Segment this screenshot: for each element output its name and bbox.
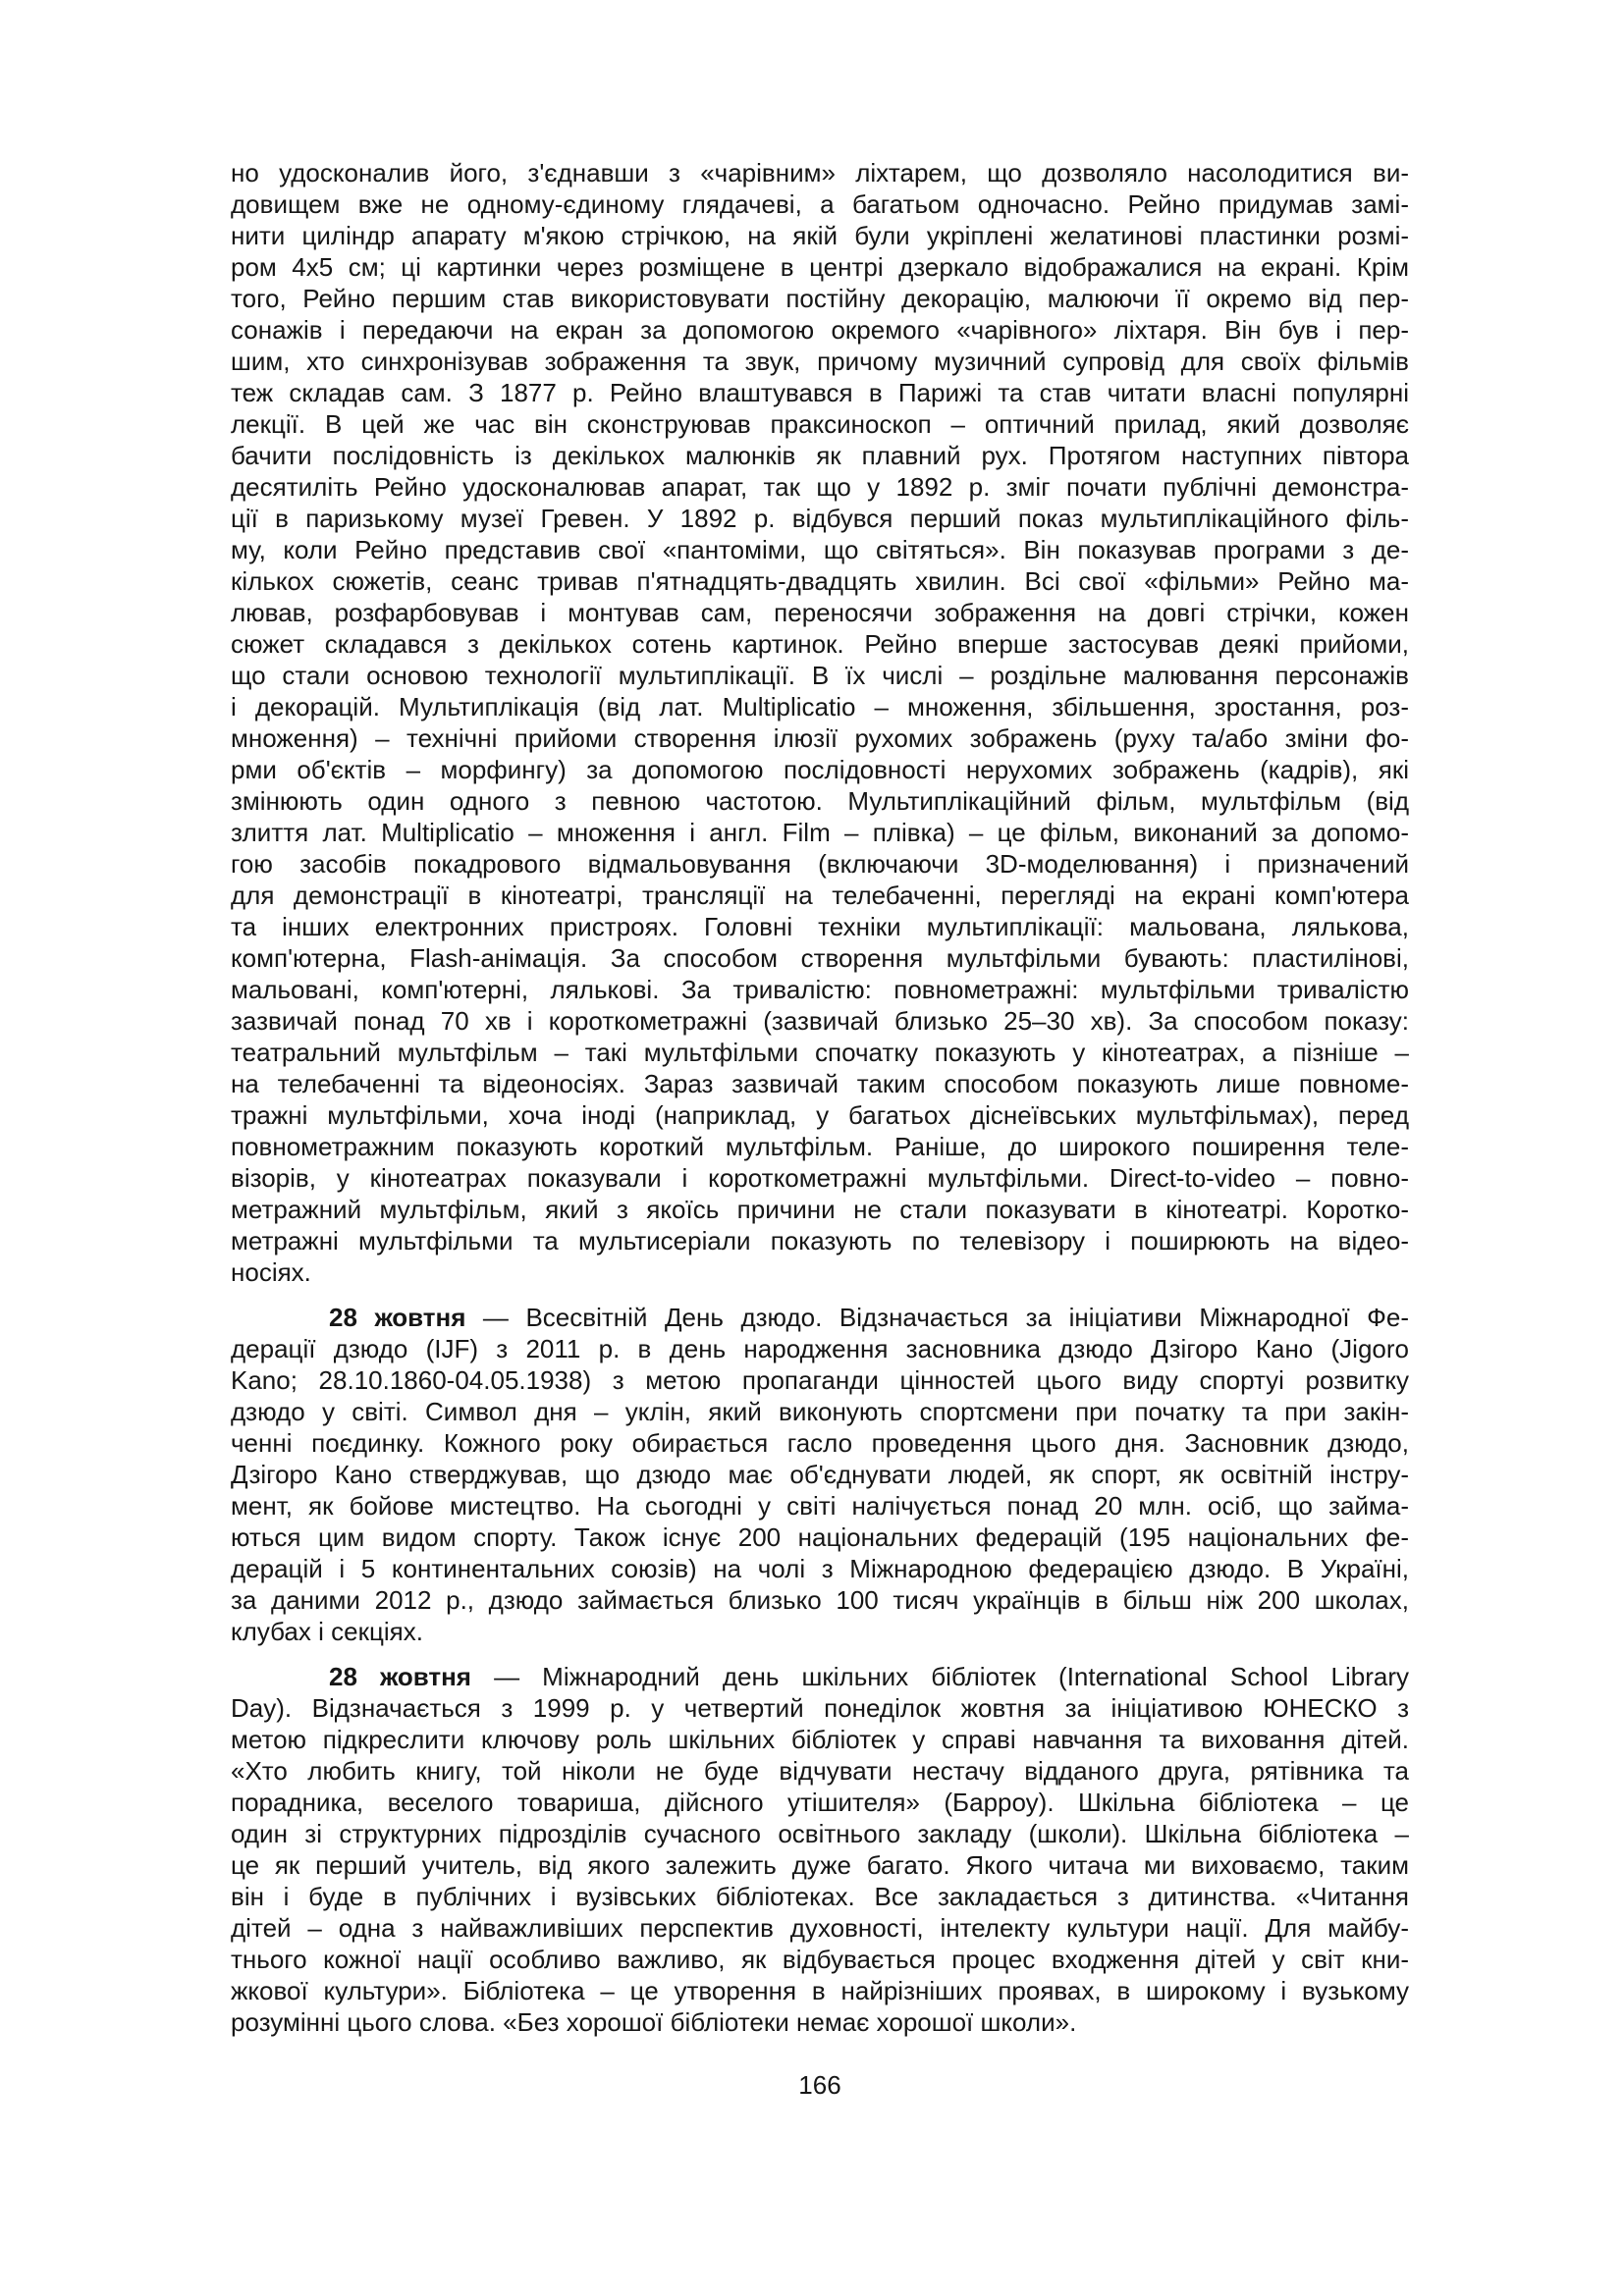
text-line: лекції. В цей же час він сконструював праксиноскоп – оптичний прилад, який дозволяє bbox=[231, 409, 1409, 439]
text-line: метою підкреслити ключову роль шкільних бібліотек у справі навчання та виховання дітей. bbox=[231, 1725, 1409, 1754]
text-line: жкової культури». Бібліотека – це утворення в найрізніших проявах, в широкому і вузькому bbox=[231, 1976, 1409, 2005]
text-line: рми об'єктів – морфингу) за допомогою послідовності нерухомих зображень (кадрів), які bbox=[231, 755, 1409, 784]
text-line: но удосконалив його, з'єднавши з «чарівним» ліхтарем, що дозволяло насолодитися ви- bbox=[231, 158, 1409, 187]
date-heading: 28 жовтня bbox=[329, 1303, 466, 1332]
text-line: теж складав сам. З 1877 р. Рейно влаштувався в Парижі та став читати власні популярні bbox=[231, 378, 1409, 407]
text-line: ції в паризькому музеї Гревен. У 1892 р. відбувся перший показ мультиплікаційного філь- bbox=[231, 504, 1409, 533]
text-line: лював, розфарбовував і монтував сам, переносячи зображення на довгі стрічки, кожен bbox=[231, 598, 1409, 627]
text-line: метражний мультфільм, який з якоїсь причини не стали показувати в кінотеатрі. Коротко- bbox=[231, 1195, 1409, 1224]
text-line: мент, як бойове мистецтво. На сьогодні у світі налічується понад 20 млн. осіб, що займа- bbox=[231, 1491, 1409, 1521]
text-line: Kano; 28.10.1860-04.05.1938) з метою пропаганди цінностей цього виду спортуі розвитку bbox=[231, 1365, 1409, 1395]
text-line: тражні мультфільми, хоча іноді (наприклад, у багатьох діснеївських мультфільмах), перед bbox=[231, 1100, 1409, 1130]
text-line: візорів, у кінотеатрах показували і короткометражні мультфільми. Direct-to-video – повно- bbox=[231, 1163, 1409, 1193]
text-line: носіях. bbox=[231, 1257, 311, 1287]
text-line: порадника, веселого товариша, дійсного утішителя» (Барроу). Шкільна бібліотека – це bbox=[231, 1788, 1409, 1817]
text-line: шим, хто синхронізував зображення та звук, причому музичний супровід для своїх фільмів bbox=[231, 347, 1409, 376]
date-heading: 28 жовтня bbox=[329, 1662, 471, 1691]
paragraph bbox=[231, 1661, 1409, 2038]
text-line: повнометражним показують короткий мультфільм. Раніше, до широкого поширення теле- bbox=[231, 1132, 1409, 1161]
text-line: ром 4х5 см; ці картинки через розміщене в центрі дзеркало відображалися на екрані. Крім bbox=[231, 252, 1409, 282]
text-line: за даними 2012 р., дзюдо займається близько 100 тисяч українців в більш ніж 200 школах, bbox=[231, 1585, 1409, 1615]
text-line: тнього кожної нації особливо важливо, як відбувається процес входження дітей у світ кни- bbox=[231, 1945, 1409, 1974]
text-line: дерації дзюдо (IJF) з 2011 р. в день народження засновника дзюдо Дзігоро Кано (Jigoro bbox=[231, 1334, 1409, 1363]
text-line: дзюдо у світі. Символ дня – уклін, який виконують спортсмени при початку та при закін- bbox=[231, 1397, 1409, 1426]
text-line: театральний мультфільм – такі мультфільми спочатку показують у кінотеатрах, а пізніше – bbox=[231, 1038, 1409, 1067]
text-line: того, Рейно першим став використовувати постійну декорацію, малюючи її окремо від пер- bbox=[231, 284, 1409, 313]
text-line: що стали основою технології мультиплікації. В їх числі – роздільне малювання персонажів bbox=[231, 661, 1409, 690]
text-line: один зі структурних підрозділів сучасного освітнього закладу (школи). Шкільна бібліотека – bbox=[231, 1819, 1409, 1848]
text-line: бачити послідовність із декількох малюнків як плавний рух. Протягом наступних півтора bbox=[231, 441, 1409, 470]
text-line: десятиліть Рейно удосконалював апарат, так що у 1892 р. зміг почати публічні демонстра- bbox=[231, 472, 1409, 502]
text-line: 28 жовтня — Міжнародний день шкільних бібліотек (International School Library bbox=[329, 1662, 1409, 1691]
text-line: зазвичай понад 70 хв і короткометражні (зазвичай близько 25–30 хв). За способом показу: bbox=[231, 1006, 1409, 1036]
text-line: і декорацій. Мультиплікація (від лат. Multiplicatio – множення, збільшення, зростання, роз- bbox=[231, 692, 1409, 721]
text-line: метражні мультфільми та мультисеріали показують по телевізору і поширюють на відео- bbox=[231, 1226, 1409, 1255]
text-line: злиття лат. Multiplicatio – множення і англ. Film – плівка) – це фільм, виконаний за допомо- bbox=[231, 818, 1409, 847]
text-line: «Хто любить книгу, той ніколи не буде відчувати нестачу відданого друга, рятівника та bbox=[231, 1756, 1409, 1786]
text-line: ються цим видом спорту. Також існує 200 національних федерацій (195 національних фе- bbox=[231, 1522, 1409, 1552]
paragraph bbox=[231, 157, 1409, 1288]
text-line: та інших електронних пристроях. Головні техніки мультиплікації: мальована, лялькова, bbox=[231, 912, 1409, 941]
text-line: сюжет складався з декількох сотень картинок. Рейно вперше застосував деякі прийоми, bbox=[231, 629, 1409, 659]
text-line: множення) – технічні прийоми створення ілюзії рухомих зображень (руху та/або зміни фо- bbox=[231, 723, 1409, 753]
page-number: 166 bbox=[798, 2070, 841, 2100]
text-line: кількох сюжетів, сеанс тривав п'ятнадцять-двадцять хвилин. Всі свої «фільми» Рейно ма- bbox=[231, 566, 1409, 596]
text-line: це як перший учитель, від якого залежить дуже багато. Якого читача ми виховаємо, таким bbox=[231, 1850, 1409, 1880]
text-line: змінюють один одного з певною частотою. Мультиплікаційний фільм, мультфільм (від bbox=[231, 786, 1409, 816]
paragraph bbox=[231, 1302, 1409, 1647]
text-line: Дзігоро Кано стверджував, що дзюдо має об'єднувати людей, як спорт, як освітній інстру- bbox=[231, 1460, 1409, 1489]
text-line: дерацій і 5 континентальних союзів) на чолі з Міжнародною федерацією дзюдо. В Україні, bbox=[231, 1554, 1409, 1583]
text-line: 28 жовтня — Всесвітній День дзюдо. Відзначається за ініціативи Міжнародної Фе- bbox=[329, 1303, 1409, 1332]
text-line: нити циліндр апарату м'якою стрічкою, на якій були укріплені желатинові пластинки розмі- bbox=[231, 221, 1409, 250]
text-column bbox=[231, 157, 1409, 2038]
text-line: му, коли Рейно представив свої «пантоміми, що світяться». Він показував програми з де- bbox=[231, 535, 1409, 564]
text-line: клубах і секціях. bbox=[231, 1617, 423, 1646]
text-line: сонажів і передаючи на екран за допомогою окремого «чарівного» ліхтаря. Він був і пер- bbox=[231, 315, 1409, 345]
text-line: він і буде в публічних і вузівських бібліотеках. Все закладається з дитинства. «Читання bbox=[231, 1882, 1409, 1911]
text-line: гою засобів покадрового відмальовування (включаючи 3D-моделювання) і призначений bbox=[231, 849, 1409, 879]
text-line: розумінні цього слова. «Без хорошої бібліотеки немає хорошої школи». bbox=[231, 2007, 1077, 2037]
text-line: на телебаченні та відеоносіях. Зараз зазвичай таким способом показують лише повноме- bbox=[231, 1069, 1409, 1098]
text-line: ченні поєдинку. Кожного року обирається гасло проведення цього дня. Засновник дзюдо, bbox=[231, 1428, 1409, 1458]
text-line: для демонстрації в кінотеатрі, трансляції на телебаченні, перегляді на екрані комп'ютера bbox=[231, 881, 1409, 910]
text-line: комп'ютерна, Flash-анімація. За способом створення мультфільми бувають: пластилінові, bbox=[231, 943, 1409, 973]
text-line: Day). Відзначається з 1999 р. у четвертий понеділок жовтня за ініціативою ЮНЕСКО з bbox=[231, 1693, 1409, 1723]
text-line: довищем вже не одному-єдиному глядачеві, а багатьом одночасно. Рейно придумав замі- bbox=[231, 189, 1409, 219]
text-line: мальовані, комп'ютерні, лялькові. За тривалістю: повнометражні: мультфільми тривалістю bbox=[231, 975, 1409, 1004]
text-line: дітей – одна з найважливіших перспектив духовності, інтелекту культури нації. Для майбу- bbox=[231, 1913, 1409, 1943]
